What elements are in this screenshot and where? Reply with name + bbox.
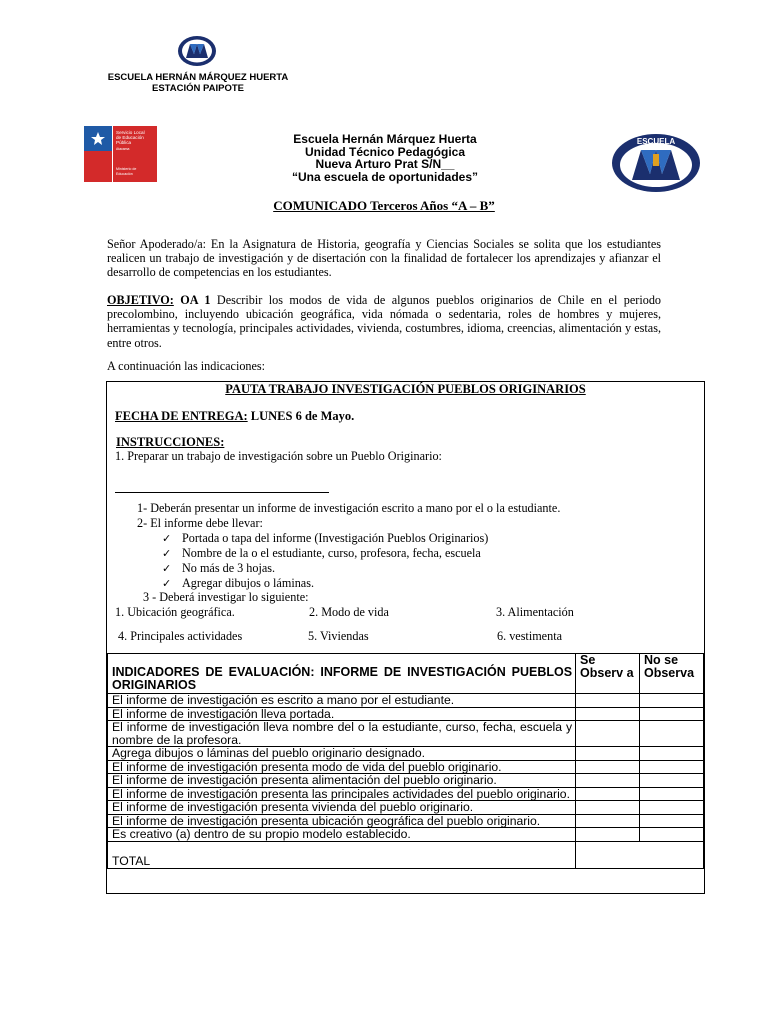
svg-text:Servicio Local: Servicio Local xyxy=(116,130,145,135)
evaluation-header-row xyxy=(108,654,704,694)
school-crest-icon xyxy=(610,132,702,194)
objective-text: Describir los modos de vida de algunos pueblos originarios de Chile en el periodo precolombino, incluyendo ubicación geográfica, vida nómada o sedentaria, roles de hombres y mujeres, herramientas y tecnología, principales actividades, vivienda, costumbres, idioma, creencias, alimentación y estas, entre otros. xyxy=(107,293,662,350)
indicator-text: El informe de investigación presenta vivienda del pueblo originario. xyxy=(108,801,576,815)
pauta-title: PAUTA TRABAJO INVESTIGACIÓN PUEBLOS ORIGINARIOS xyxy=(225,382,586,396)
check-icon: ✓ xyxy=(162,547,172,560)
delivery-date-label: FECHA DE ENTREGA: xyxy=(115,409,248,423)
ministry-logo xyxy=(84,126,157,182)
topic-item: 6. vestimenta xyxy=(497,629,562,643)
svg-text:Educación: Educación xyxy=(116,172,133,176)
table-row xyxy=(108,801,704,815)
no-observa-cell[interactable] xyxy=(640,814,704,828)
total-row xyxy=(108,841,704,868)
table-row xyxy=(108,814,704,828)
table-row xyxy=(108,774,704,788)
observa-cell[interactable] xyxy=(576,721,640,747)
total-label: TOTAL xyxy=(108,841,576,868)
delivery-date-value: LUNES 6 de Mayo. xyxy=(250,409,355,423)
observa-cell[interactable] xyxy=(576,828,640,842)
indicator-text: El informe de investigación presenta las principales actividades del pueblo originario. xyxy=(108,787,576,801)
observa-cell[interactable] xyxy=(576,814,640,828)
objective-code: OA 1 xyxy=(180,293,211,307)
no-observa-cell[interactable] xyxy=(640,760,704,774)
table-row xyxy=(108,707,704,721)
school-station: ESTACIÓN PAIPOTE xyxy=(151,83,245,94)
instructions-label: INSTRUCCIONES: xyxy=(116,435,225,449)
indicator-text: El informe de investigación presenta modo de vida del pueblo originario. xyxy=(108,760,576,774)
center-address: Nueva Arturo Prat S/N__ xyxy=(315,157,455,171)
observa-cell[interactable] xyxy=(576,747,640,761)
indicator-text: Es creativo (a) dentro de su propio modelo establecido. xyxy=(108,828,576,842)
topic-item: 1. Ubicación geográfica. xyxy=(115,605,235,619)
table-row xyxy=(108,694,704,708)
topic-item: 2. Modo de vida xyxy=(309,605,389,619)
blank-answer-line xyxy=(115,492,329,493)
school-crest-small-icon xyxy=(176,34,218,68)
topic-item: 4. Principales actividades xyxy=(118,629,243,643)
delivery-date xyxy=(115,409,354,424)
table-row xyxy=(108,721,704,747)
checklist-item: ✓ Nombre de la o el estudiante, curso, profesora, fecha, escuela xyxy=(162,546,481,560)
numbered-item-1: 1- Deberán presentar un informe de investigación escrito a mano por el o la estudiante. xyxy=(137,501,561,515)
checklist-item: ✓ No más de 3 hojas. xyxy=(162,561,276,575)
indicator-text: El informe de investigación presenta alimentación del pueblo originario. xyxy=(108,774,576,788)
comunicado-title: COMUNICADO Terceros Años “A – B” xyxy=(273,198,495,213)
no-observa-cell[interactable] xyxy=(640,694,704,708)
no-observa-cell[interactable] xyxy=(640,721,704,747)
table-row xyxy=(108,828,704,842)
topic-item: 5. Viviendas xyxy=(308,629,369,643)
numbered-item-2: 2- El informe debe llevar: xyxy=(137,516,263,530)
observa-cell[interactable] xyxy=(576,801,640,815)
checklist-item: ✓ Portada o tapa del informe (Investigación Pueblos Originarios) xyxy=(162,531,489,545)
check-icon: ✓ xyxy=(162,562,172,575)
observa-cell[interactable] xyxy=(576,707,640,721)
table-row xyxy=(108,787,704,801)
table-row xyxy=(108,760,704,774)
evaluation-table xyxy=(107,653,704,869)
objective-label: OBJETIVO: xyxy=(107,293,174,307)
checklist-item: ✓ Agregar dibujos o láminas. xyxy=(162,576,315,590)
center-school-name: Escuela Hernán Márquez Huerta xyxy=(293,132,477,146)
check-icon: ✓ xyxy=(162,532,172,545)
indicator-text: El informe de investigación lleva nombre del o la estudiante, curso, fecha, escuela y nombre de la profesora. xyxy=(108,721,576,747)
svg-text:Atacama: Atacama xyxy=(116,147,130,151)
objective-paragraph xyxy=(107,293,661,350)
indicator-text: El informe de investigación es escrito a mano por el estudiante. xyxy=(108,694,576,708)
no-observa-cell[interactable] xyxy=(640,707,704,721)
no-observa-cell[interactable] xyxy=(640,801,704,815)
no-observa-cell[interactable] xyxy=(640,828,704,842)
col-observa-header: Se Observ a xyxy=(576,654,640,694)
indicator-text: El informe de investigación lleva portada. xyxy=(108,707,576,721)
check-icon: ✓ xyxy=(162,577,172,590)
table-row xyxy=(108,747,704,761)
topic-item: 3. Alimentación xyxy=(496,605,574,619)
svg-text:de Educación: de Educación xyxy=(116,135,144,140)
investigate-label: 3 - Deberá investigar lo siguiente: xyxy=(143,590,309,604)
no-observa-cell[interactable] xyxy=(640,774,704,788)
total-cell[interactable] xyxy=(576,841,704,868)
indicator-text: El informe de investigación presenta ubicación geográfica del pueblo originario. xyxy=(108,814,576,828)
school-name: ESCUELA HERNÁN MÁRQUEZ HUERTA xyxy=(107,72,289,83)
observa-cell[interactable] xyxy=(576,760,640,774)
observa-cell[interactable] xyxy=(576,787,640,801)
pauta-box xyxy=(106,381,705,894)
col-no-observa-header: No se Observa xyxy=(640,654,704,694)
evaluation-header: INDICADORES DE EVALUACIÓN: INFORME DE INVESTIGACIÓN PUEBLOS ORIGINARIOS xyxy=(108,654,576,694)
continuation-text: A continuación las indicaciones: xyxy=(107,359,266,373)
svg-text:Pública: Pública xyxy=(116,140,132,145)
center-motto: “Una escuela de oportunidades” xyxy=(291,169,479,184)
intro-paragraph: Señor Apoderado/a: En la Asignatura de Historia, geografía y Ciencias Sociales se solita que los estudiantes realicen un trabajo de investigación y de disertación con la finalidad de fortalecer los aprendizajes y afianzar el desarrollo de competencias en los estudiantes. xyxy=(107,237,661,280)
observa-cell[interactable] xyxy=(576,694,640,708)
no-observa-cell[interactable] xyxy=(640,747,704,761)
school-header xyxy=(88,72,308,94)
crest-label: ESCUELA xyxy=(636,137,676,146)
center-unit: Unidad Técnico Pedagógica xyxy=(304,144,466,159)
no-observa-cell[interactable] xyxy=(640,787,704,801)
svg-text:Ministerio de: Ministerio de xyxy=(116,167,137,171)
instruction-1: 1. Preparar un trabajo de investigación sobre un Pueblo Originario: xyxy=(115,449,442,463)
observa-cell[interactable] xyxy=(576,774,640,788)
indicator-text: Agrega dibujos o láminas del pueblo originario designado. xyxy=(108,747,576,761)
center-header xyxy=(240,133,530,183)
